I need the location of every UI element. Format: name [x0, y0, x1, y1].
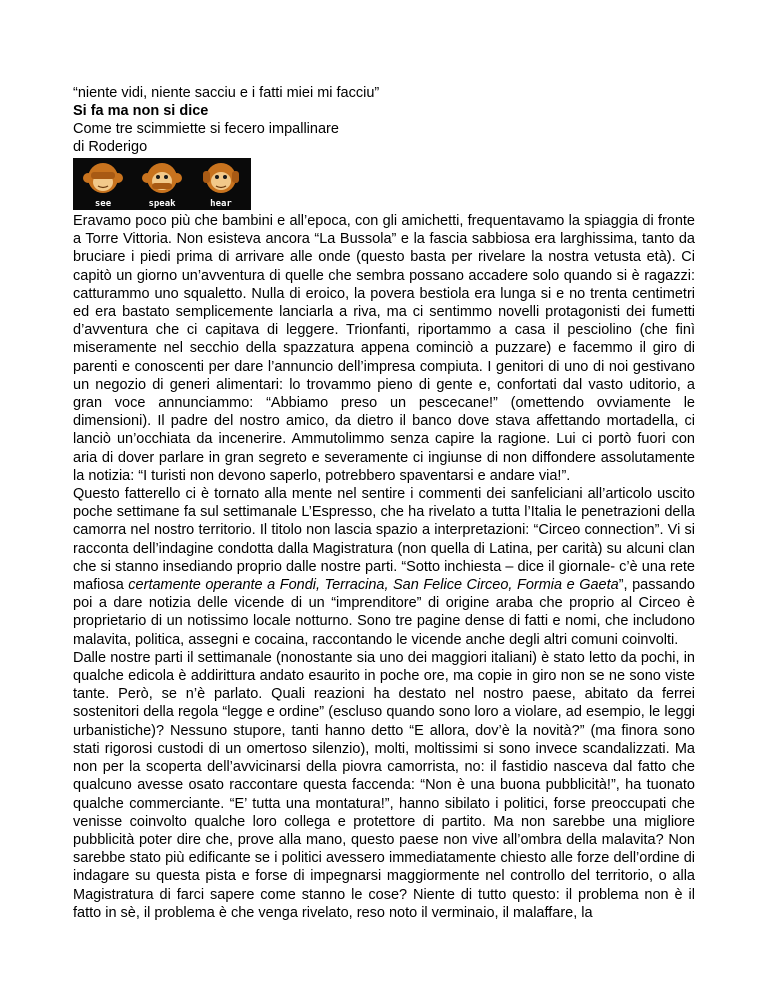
document-page — [73, 84, 695, 922]
paragraph-2 — [73, 485, 695, 649]
article-title: Si fa ma non si dice — [73, 103, 209, 119]
image-label-see: see — [94, 199, 112, 209]
article-author: di Roderigo — [73, 139, 148, 155]
paragraph-2-italic-quote: certamente operante a Fondi, Terracina, San Felice Circeo, Formia e Gaeta — [128, 577, 619, 594]
article-body — [73, 212, 695, 922]
paragraph-1 — [73, 212, 695, 485]
three-monkeys-image — [73, 158, 251, 210]
paragraph-2-text-start: Questo fatterello ci è tornato alla mente nel sentire i commenti dei sanfeliciani all’articolo uscito poche settimane fa sul settimanale L’Espresso, che ha rivelato a tutta l’Italia le penetrazioni della camorra nel nostro territorio. Il titolo non lascia spazio a interpretazioni: “Circeo connection”. Vi si racconta dell’indagine condotta dalla Magistratura (non quella di Latina, per carità) su alcuni clan che si stanno insediando proprio dalle nostre parti. “Sotto inchiesta – dice il giornale- c’è una rete mafiosa — [73, 486, 695, 594]
image-label-speak: speak — [148, 199, 176, 209]
article-subtitle: Come tre scimmiette si fecero impallinare — [73, 121, 339, 137]
paragraph-2-text-end: ”, passando poi a dare notizia delle vicende di un “imprenditore” di origine araba che proprio al Circeo è proprietario di un notissimo locale notturno. Sono tre pagine dense di fatti e nomi, che includono malavita, politica, assegni e cocaina, raccontando le vicende anche degli altri comuni coinvolti. — [73, 577, 695, 648]
proverb-line: “niente vidi, niente sacciu e i fatti miei mi facciu” — [73, 85, 380, 101]
paragraph-1-text: Eravamo poco più che bambini e all’epoca, con gli amichetti, frequentavamo la spiaggia di fronte a Torre Vittoria. Non esisteva ancora “La Bussola” e la fascia sabbiosa era larghissima, tanto da bruciare i piedi prima di arrivare alle onde (questo basta per rivelare la nostra vetusta età). Ci capitò un giorno un’avventura di quelle che sembra possano accadere solo quando si è ragazzi: catturammo uno squaletto. Nulla di eroico, la povera bestiola era lunga si e no trenta centimetri ed era bastato semplicemente lanciarla a riva, ma ci sentimmo novelli protagonisti dei fumetti d’avventura che ci capitava di leggere. Trionfanti, riportammo a casa il pesciolino (che finì miseramente nel secchio della spazzatura appena cominciò a puzzare) e facemmo il giro di parenti e conoscenti per dare l’annuncio dell’impresa compiuta. I genitori di uno di noi gestivano un negozio di generi alimentari: lo trovammo pieno di gente e, confortati dal vasto uditorio, a gran voce annunciammo: “Abbiamo preso un pescecane!” (omettendo ovviamente le dimensioni). Il padre del nostro amico, da dietro il banco dove stava affettando mortadella, ci lanciò un’occhiata da incenerire. Ammutolimmo senza capire la ragione. Lui ci portò fuori con aria di dover parlare in gran segreto e severamente ci ingiunse di non diffondere assolutamente la notizia: “I turisti non devono saperlo, potrebbero spaventarsi e andare via!”. — [73, 213, 695, 484]
paragraph-3 — [73, 649, 695, 922]
image-label-hear: hear — [210, 199, 232, 209]
paragraph-3-text: Dalle nostre parti il settimanale (nonostante sia uno dei maggiori italiani) è stato letto da pochi, in qualche edicola è addirittura andato esaurito in poche ore, ma copie in giro non se ne sono viste tante. Però, se n’è parlato. Quali reazioni ha destato nel nostro paese, abitato da ferrei sostenitori della regola “legge e ordine” (escluso quando sono loro a violare, ad esempio, le leggi urbanistiche)? Nessuno stupore, tanti hanno detto “E allora, dov’è la novità?” (ma finora sono stati rigorosi custodi di un omertoso silenzio), molti, moltissimi si sono invece scandalizzati. Ma non per la scoperta dell’avvicinarsi della piovra camorrista, no: il fastidio nasceva dal fatto che qualcuno avesse osato raccontare questa faccenda: “Non è una buona pubblicità!”, ha tuonato qualche commerciante. “E’ tutta una montatura!”, hanno sibilato i politici, forse preoccupati che venisse coinvolto qualche loro collega e protettore di partito. Ma non sarebbe una migliore pubblicità poter dire che, prove alla mano, questo paese non vive all’ombra della malavita? Non sarebbe stato più edificante se i politici avessero immediatamente chiesto alle forze dell’ordine di indagare su questa pista e forse di impegnarsi maggiormente nel controllo del territorio, o alla Magistratura di farci sapere come stanno le cose? Niente di tutto questo: il problema non è il fatto in sè, il problema è che venga rivelato, reso noto il verminaio, il malaffare, la — [73, 649, 695, 921]
